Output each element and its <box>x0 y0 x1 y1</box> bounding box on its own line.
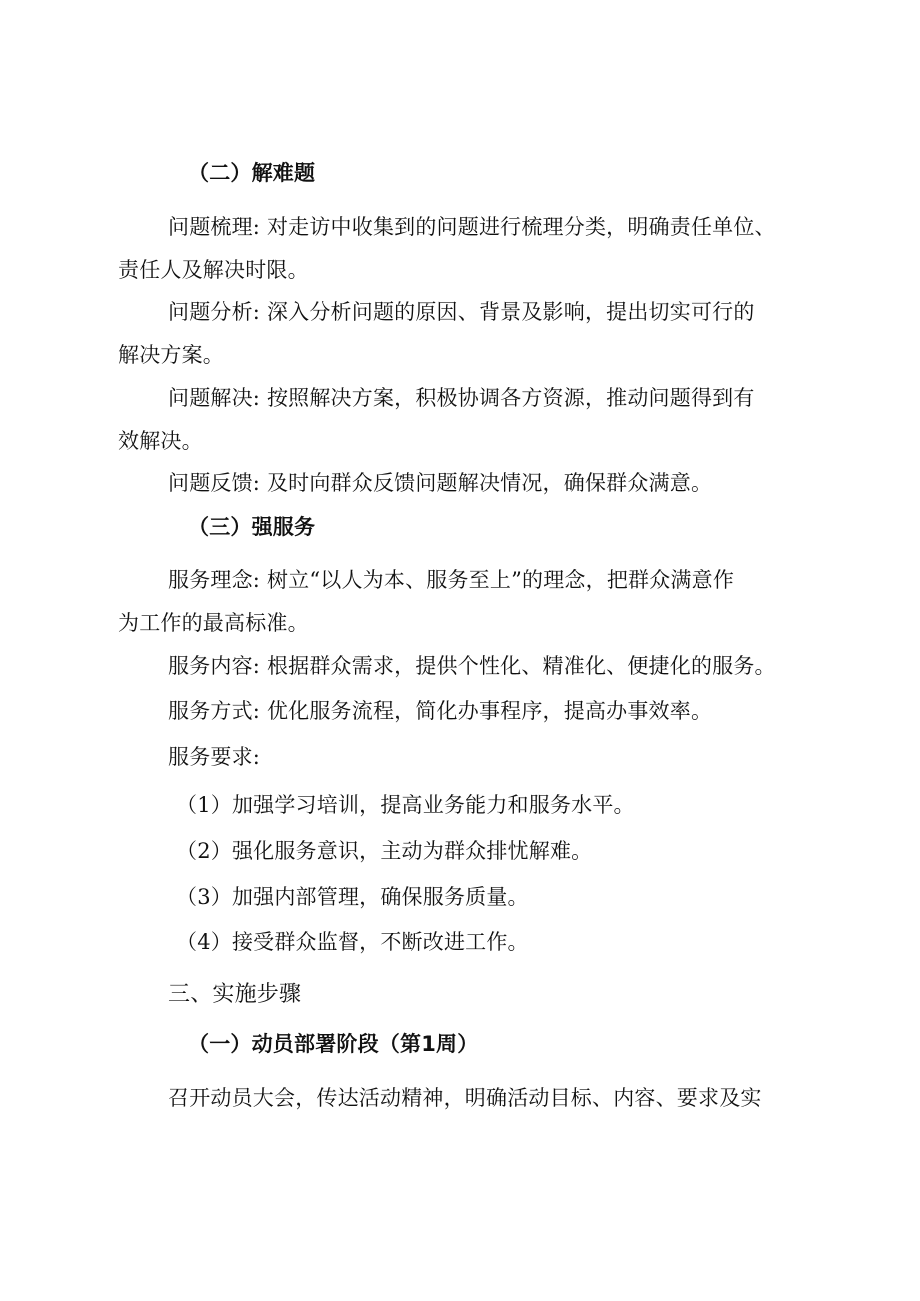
paragraph-problem-solving-line2: 效解决。 <box>118 429 203 453</box>
paragraph-problem-analysis-line1: 问题分析: 深入分析问题的原因、背景及影响，提出切实可行的 <box>168 300 755 324</box>
paragraph-mobilization: 召开动员大会，传达活动精神，明确活动目标、内容、要求及实 <box>168 1086 762 1110</box>
list-item-requirement-4: （4）接受群众监督，不断改进工作。 <box>176 930 529 954</box>
subsection-heading-mobilization: （一）动员部署阶段（第1周） <box>188 1032 479 1056</box>
list-item-requirement-3: （3）加强内部管理，确保服务质量。 <box>176 885 529 909</box>
paragraph-problem-solving-line1: 问题解决: 按照解决方案，积极协调各方资源，推动问题得到有 <box>168 386 755 410</box>
paragraph-problem-sorting-line1: 问题梳理: 对走访中收集到的问题进行梳理分类，明确责任单位、 <box>168 215 776 239</box>
section-heading-implementation-steps: 三、实施步骤 <box>168 982 302 1007</box>
paragraph-service-concept-line2: 为工作的最高标准。 <box>118 611 309 635</box>
paragraph-problem-analysis-line2: 解决方案。 <box>118 343 224 367</box>
paragraph-service-method: 服务方式: 优化服务流程，简化办事程序，提高办事效率。 <box>168 699 713 723</box>
list-item-requirement-1: （1）加强学习培训，提高业务能力和服务水平。 <box>176 793 635 817</box>
section-heading-jie-nan-ti: （二）解难题 <box>188 161 316 185</box>
paragraph-service-content: 服务内容: 根据群众需求，提供个性化、精准化、便捷化的服务。 <box>168 654 776 678</box>
paragraph-problem-sorting-line2: 责任人及解决时限。 <box>118 258 309 282</box>
list-item-requirement-2: （2）强化服务意识，主动为群众排忧解难。 <box>176 839 593 863</box>
paragraph-problem-feedback: 问题反馈: 及时向群众反馈问题解决情况，确保群众满意。 <box>168 471 713 495</box>
paragraph-service-concept-line1: 服务理念: 树立“以人为本、服务至上”的理念，把群众满意作 <box>168 568 735 592</box>
section-heading-qiang-fu-wu: （三）强服务 <box>188 515 316 539</box>
paragraph-service-requirements: 服务要求: <box>168 745 261 769</box>
